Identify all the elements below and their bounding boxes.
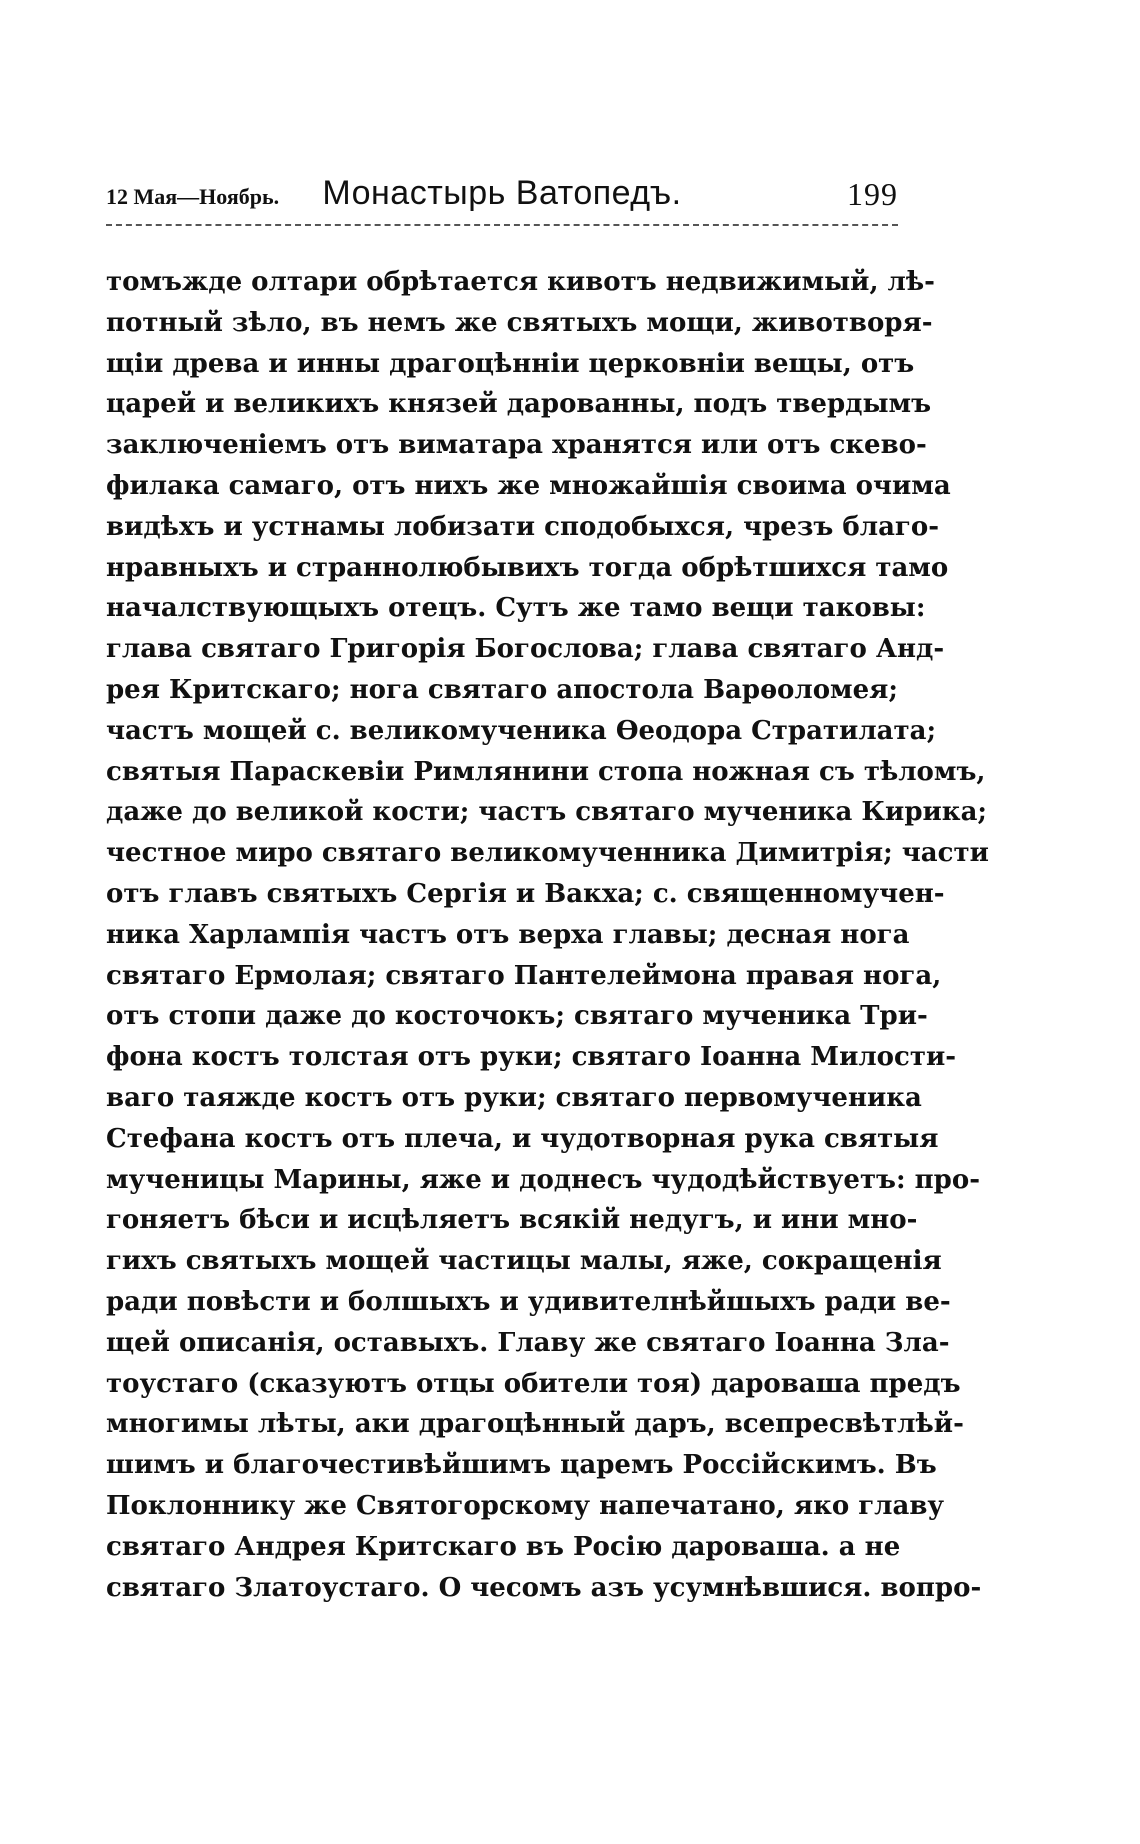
text-line: отъ стопи даже до косточокъ; святаго мученика Три- xyxy=(106,1001,928,1032)
header-rule xyxy=(106,224,898,226)
text-line: отъ главъ святыхъ Сергія и Вакха; с. священномучен- xyxy=(106,878,945,909)
text-line: филака самаго, отъ нихъ же множайшія своима очима xyxy=(106,470,951,501)
text-line: ради повѣсти и болшыхъ и удивителнѣйшыхъ ради ве- xyxy=(106,1286,951,1317)
text-line: даже до великой кости; частъ святаго мученика Кирика; xyxy=(106,797,988,828)
running-head-date: 12 Мая—Ноябрь. xyxy=(106,184,280,209)
text-line: святаго Златоустаго. О чесомъ азъ усумнѣвшися. вопро- xyxy=(106,1572,982,1603)
text-line: честное миро святаго великомученника Димитрія; части xyxy=(106,838,989,869)
text-line: частъ мощей с. великомученика Ѳеодора Стратилата; xyxy=(106,715,937,746)
text-line: нравныхъ и страннолюбывихъ тогда обрѣтшихся тамо xyxy=(106,552,949,583)
text-line: шимъ и благочестивѣйшимъ царемъ Россійскимъ. Въ xyxy=(106,1450,937,1481)
text-line: рея Критскаго; нога святаго апостола Варѳоломея; xyxy=(106,674,898,705)
text-line: фона костъ толстая отъ руки; святаго Іоанна Милости- xyxy=(106,1042,957,1073)
text-line: святаго Андрея Критскаго въ Росію дароваша. а не xyxy=(106,1531,901,1562)
body-text xyxy=(106,262,989,1608)
text-line: глава святаго Григорія Богослова; глава святаго Анд- xyxy=(106,634,945,665)
text-line: щіи древа и инны драгоцѣнніи церковніи вещы, отъ xyxy=(106,348,915,379)
text-line: святаго Ермолая; святаго Пантелеймона правая нога, xyxy=(106,960,942,991)
text-line: многимы лѣты, аки драгоцѣнный даръ, всепресвѣтлѣй- xyxy=(106,1409,964,1440)
text-line: гоняетъ бѣси и исцѣляетъ всякій недугъ, и ини мно- xyxy=(106,1205,918,1236)
text-line: томъжде олтари обрѣтается кивотъ недвижимый, лѣ- xyxy=(106,267,935,297)
text-line: Стефана костъ отъ плеча, и чудотворная рука святыя xyxy=(106,1123,939,1154)
text-line: святыя Параскевіи Римлянини стопа ножная съ тѣломъ, xyxy=(106,756,986,787)
text-line: началствующыхъ отецъ. Сутъ же тамо вещи таковы: xyxy=(106,593,926,624)
text-line: заключеніемъ отъ виматара хранятся или отъ скево- xyxy=(106,430,927,461)
text-line: потный зѣло, въ немъ же святыхъ мощи, животворя- xyxy=(106,307,933,338)
page-number: 199 xyxy=(847,176,898,212)
text-line: ваго таяжде костъ отъ руки; святаго первомученика xyxy=(106,1082,922,1113)
page-header xyxy=(106,174,898,216)
text-line: Поклоннику же Святогорскому напечатано, яко главу xyxy=(106,1490,945,1521)
text-line: мученицы Марины, яже и доднесъ чудодѣйствуетъ: про- xyxy=(106,1164,980,1195)
text-line: царей и великихъ князей дарованны, подъ твердымъ xyxy=(106,389,932,420)
text-line: тоустаго (сказуютъ отцы обители тоя) дароваша предъ xyxy=(106,1368,961,1399)
text-line: ника Харлампія частъ отъ верха главы; десная нога xyxy=(106,919,910,950)
text-line: щей описанія, оставыхъ. Главу же святаго Іоанна Зла- xyxy=(106,1327,950,1358)
text-line: видѣхъ и устнамы лобизати сподобыхся, чрезъ благо- xyxy=(106,511,939,542)
text-line: гихъ святыхъ мощей частицы малы, яже, сокращенія xyxy=(106,1246,942,1277)
running-head-title: Монастырь Ватопедъ. xyxy=(322,174,682,212)
